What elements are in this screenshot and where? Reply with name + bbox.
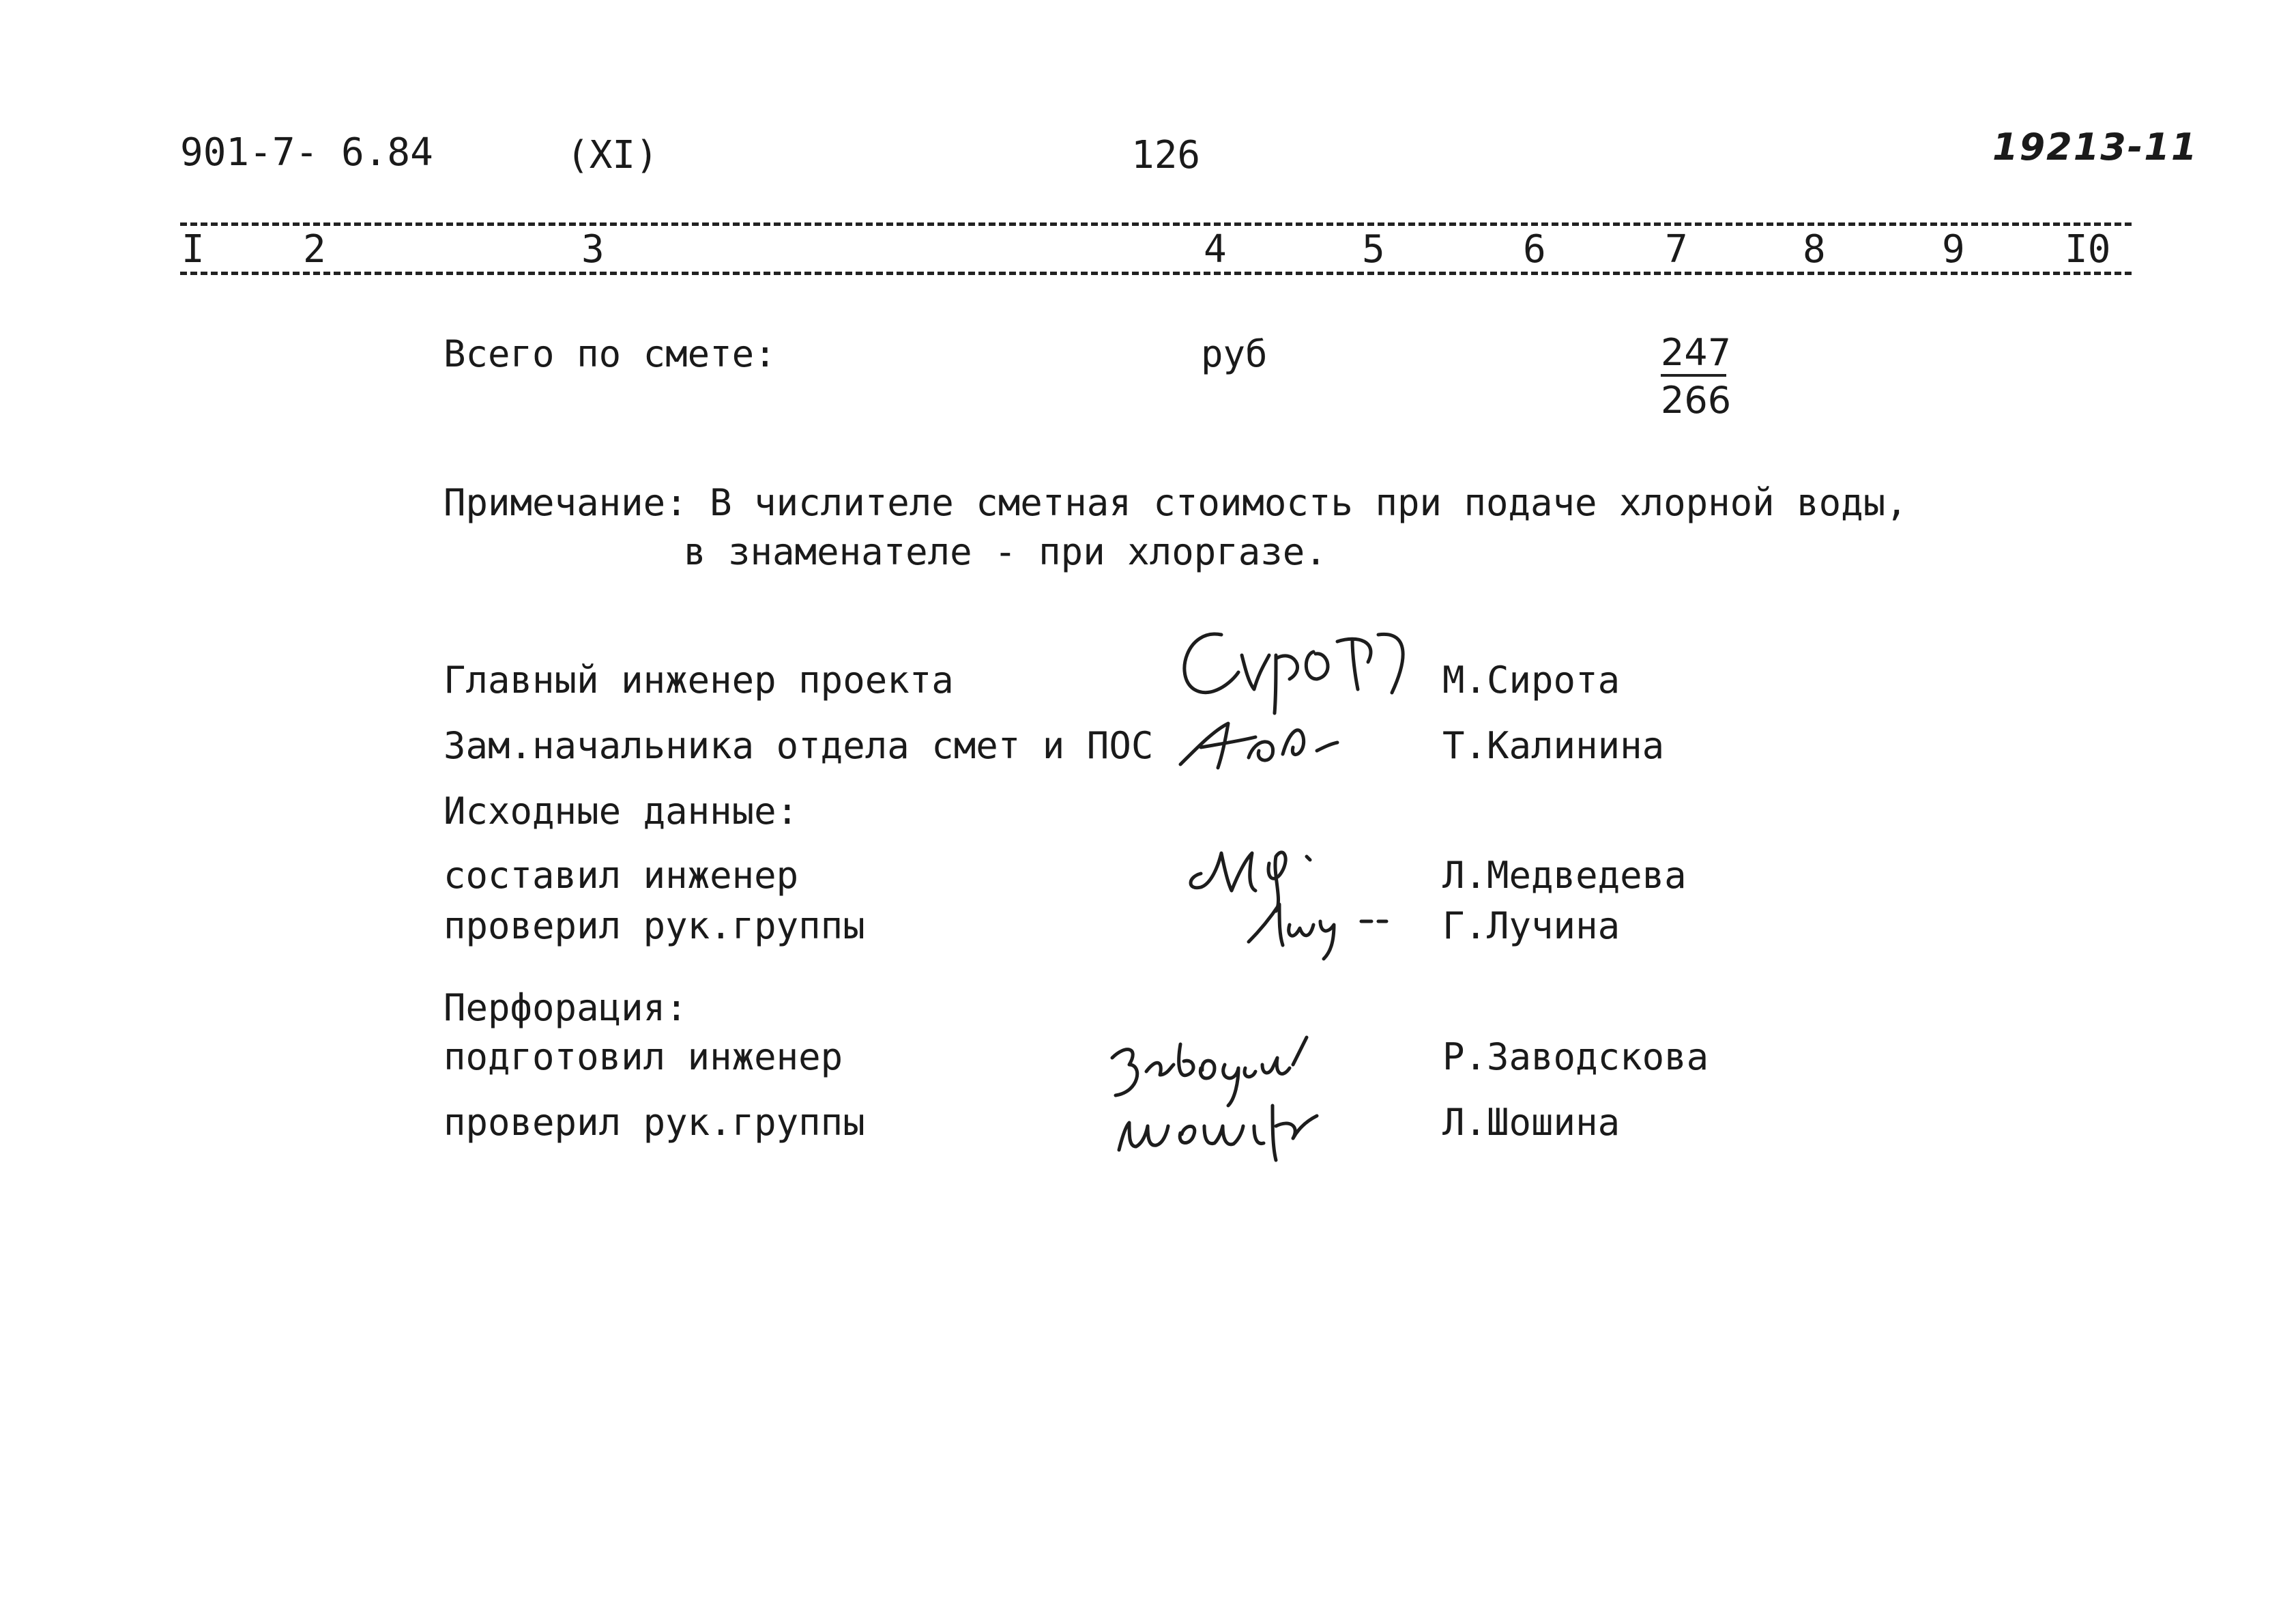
- column-number: 4: [1204, 227, 1227, 272]
- note-line-1: Примечание: В числителе сметная стоимость при подаче хлорной воды,: [444, 481, 1908, 524]
- prepared-by-role: подготовил инженер: [444, 1035, 843, 1078]
- archive-stamp-number: 19213-11: [1992, 126, 2198, 169]
- deputy-head-signature: [1174, 717, 1392, 771]
- deputy-head-role: Зам.начальника отдела смет и ПОС: [444, 724, 1154, 767]
- column-number: 7: [1665, 227, 1688, 272]
- fraction-bar: [1661, 374, 1726, 377]
- checked-by-2-role: проверил рук.группы: [444, 1101, 865, 1144]
- checked-by-2-signature: [1105, 1085, 1337, 1167]
- section-number: (XI): [566, 133, 658, 177]
- table-header-bottom-rule: [180, 272, 2132, 275]
- column-number: 5: [1362, 227, 1385, 272]
- total-label: Всего по смете:: [444, 332, 776, 375]
- compiled-by-role: составил инженер: [444, 854, 799, 897]
- chief-engineer-name: М.Сирота: [1442, 659, 1621, 702]
- page-number: 126: [1131, 133, 1201, 177]
- deputy-head-name: Т.Калинина: [1442, 724, 1665, 767]
- checked-by-1-name: Г.Лучина: [1442, 904, 1621, 947]
- checked-by-1-role: проверил рук.группы: [444, 904, 865, 947]
- total-denominator: 266: [1661, 379, 1732, 422]
- chief-engineer-role: Главный инженер проекта: [444, 659, 954, 702]
- source-data-heading: Исходные данные:: [444, 790, 799, 833]
- checked-by-1-signature: [1242, 887, 1406, 962]
- column-number: I: [181, 227, 205, 272]
- compiled-by-name: Л.Медведева: [1442, 854, 1687, 897]
- column-number: 6: [1523, 227, 1546, 272]
- column-number: 2: [303, 227, 326, 272]
- column-number: 3: [581, 227, 605, 272]
- prepared-by-name: Р.Заводскова: [1442, 1035, 1709, 1078]
- column-number: 9: [1942, 227, 1965, 272]
- total-numerator: 247: [1661, 331, 1732, 374]
- column-number: 8: [1803, 227, 1826, 272]
- perforation-heading: Перфорация:: [444, 986, 688, 1029]
- note-line-2: в знаменателе - при хлоргазе.: [684, 530, 1327, 573]
- checked-by-2-name: Л.Шошина: [1442, 1101, 1621, 1144]
- document-code: 901-7- 6.84: [180, 130, 433, 175]
- column-number: I0: [2065, 227, 2111, 272]
- table-header-top-rule: [180, 222, 2132, 226]
- total-unit: руб: [1201, 332, 1268, 375]
- chief-engineer-signature: [1174, 614, 1419, 717]
